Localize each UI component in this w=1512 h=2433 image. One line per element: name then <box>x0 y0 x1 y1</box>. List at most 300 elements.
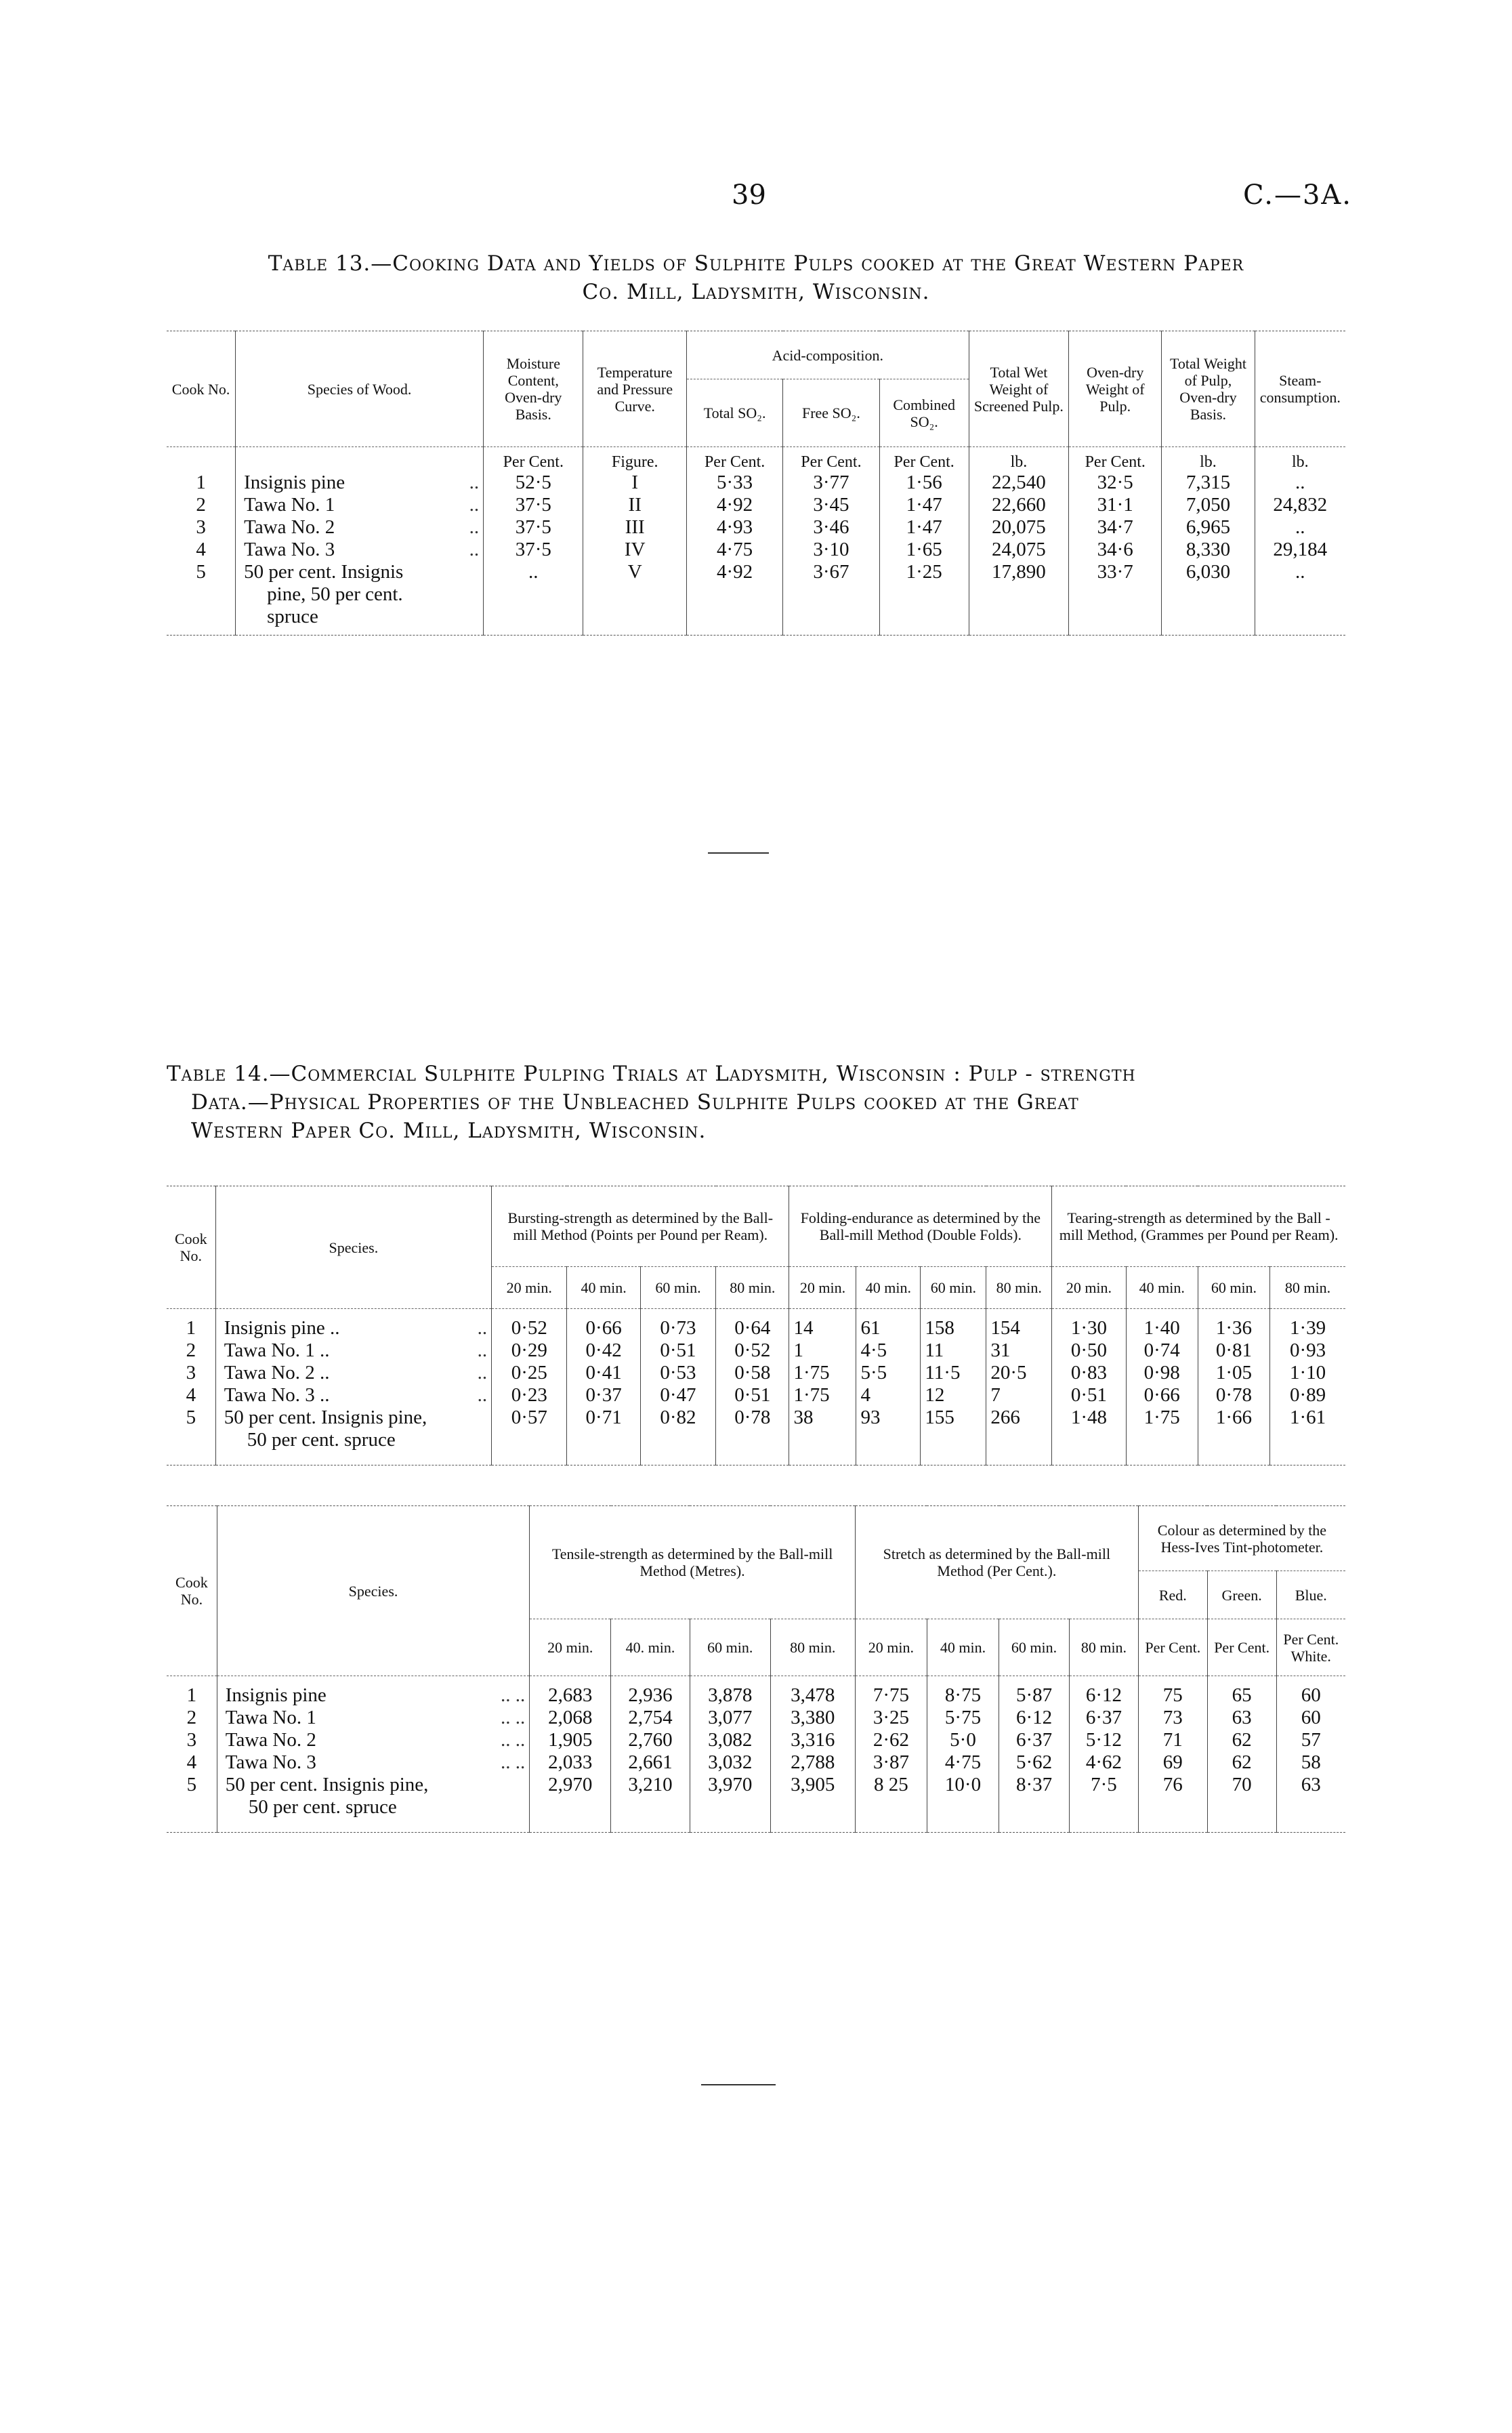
tensile-cell: 3,478 <box>770 1684 855 1707</box>
table-row <box>167 494 1345 516</box>
species-cell <box>217 1774 530 1818</box>
table13-body <box>167 447 1345 636</box>
oven-dry-header: Oven-dry Weight of Pulp. <box>1069 331 1162 447</box>
moisture-cell: .. <box>484 561 583 628</box>
species-name: Tawa No. 3 <box>225 1751 316 1773</box>
green-cell: 62 <box>1207 1751 1276 1774</box>
table-row <box>167 539 1345 561</box>
species-line <box>224 1362 487 1384</box>
blue-cell: 58 <box>1276 1751 1345 1774</box>
species-cell <box>215 1384 491 1407</box>
species-line <box>244 494 479 516</box>
unit-cell: lb. <box>969 447 1068 472</box>
species-name: Insignis pine .. <box>224 1317 340 1339</box>
table14-title-line1: Table 14.—Commercial Sulphite Pulping Trials at Ladysmith, Wisconsin : Pulp - strength <box>167 1062 1136 1086</box>
burst-cell: 0·53 <box>640 1362 715 1384</box>
tensile-cell: 3,032 <box>690 1751 770 1774</box>
total-wet-header: Total Wet Weight of Screened Pulp. <box>969 331 1068 447</box>
total-so2-cell: 4·75 <box>686 539 782 561</box>
curve-cell: V <box>583 561 686 628</box>
fold-cell: 61 <box>856 1317 921 1339</box>
leader-dots: .. <box>477 1362 488 1384</box>
time-header: 80 min. <box>1270 1267 1345 1309</box>
total-weight-cell: 7,315 <box>1162 472 1255 494</box>
species-name: Tawa No. 2 <box>225 1729 316 1751</box>
stretch-cell: 3·25 <box>855 1707 927 1729</box>
species-line <box>244 516 479 539</box>
stretch-cell: 6·37 <box>1070 1707 1139 1729</box>
free-so2-cell: 3·46 <box>783 516 879 539</box>
tear-cell: 0·89 <box>1270 1384 1345 1407</box>
unit-cell: lb. <box>1255 447 1345 472</box>
cook-no-cell: 2 <box>186 1339 196 1361</box>
stretch-cell: 6·12 <box>1070 1684 1139 1707</box>
species-line <box>224 1339 487 1362</box>
species-line <box>244 561 479 583</box>
table13-title <box>167 249 1345 306</box>
tearing-header: Tearing-strength as determined by the Ball - mill Method, (Grammes per Pound per Ream). <box>1052 1186 1345 1267</box>
table-row <box>167 1751 1345 1774</box>
species-line <box>224 1384 487 1407</box>
stretch-cell: 5·62 <box>999 1751 1070 1774</box>
fold-cell: 1 <box>789 1339 856 1362</box>
acid-composition-header: Acid-composition. <box>686 331 969 379</box>
cook-no-cell: 1 <box>186 1317 196 1339</box>
stretch-cell: 10·0 <box>927 1774 999 1818</box>
red-cell: 73 <box>1138 1707 1207 1729</box>
species-continuation: pine, 50 per cent. <box>267 583 403 605</box>
burst-cell: 0·52 <box>716 1339 789 1362</box>
cook-no-cell: 1 <box>196 472 206 493</box>
species-continuation: 50 per cent. spruce <box>248 1796 397 1818</box>
species-name: Tawa No. 3 <box>244 539 335 560</box>
stretch-cell: 5·12 <box>1070 1729 1139 1751</box>
species-line <box>226 1707 526 1729</box>
tear-cell: 1·61 <box>1270 1407 1345 1451</box>
species-name: Tawa No. 1 <box>225 1707 316 1728</box>
species-line <box>224 1407 487 1429</box>
stretch-cell: 7·75 <box>855 1684 927 1707</box>
cook-no-cell: 4 <box>186 1384 196 1406</box>
tensile-cell: 1,905 <box>530 1729 611 1751</box>
species-cell <box>215 1362 491 1384</box>
table14-title-line2: Data.—Physical Properties of the Unbleached Sulphite Pulps cooked at the Great <box>191 1090 1079 1115</box>
table-row <box>167 1339 1345 1362</box>
green-unit-header: Per Cent. <box>1207 1619 1276 1676</box>
burst-cell: 0·64 <box>716 1317 789 1339</box>
leader-dots: .. <box>477 1317 488 1339</box>
time-header: 40 min. <box>856 1267 921 1309</box>
burst-cell: 0·73 <box>640 1317 715 1339</box>
wet-weight-cell: 22,660 <box>969 494 1068 516</box>
stretch-cell: 8·75 <box>927 1684 999 1707</box>
stretch-cell: 5·0 <box>927 1729 999 1751</box>
oven-dry-cell: 31·1 <box>1069 494 1162 516</box>
time-header: 60 min. <box>690 1619 770 1676</box>
cook-no-cell: 5 <box>186 1774 197 1795</box>
species-cell <box>215 1339 491 1362</box>
burst-cell: 0·23 <box>492 1384 567 1407</box>
colour-header: Colour as determined by the Hess-Ives Tint-photometer. <box>1138 1506 1345 1571</box>
tear-cell: 0·74 <box>1126 1339 1198 1362</box>
fold-cell: 12 <box>921 1384 986 1407</box>
curve-cell: III <box>583 516 686 539</box>
total-weight-cell: 8,330 <box>1162 539 1255 561</box>
species-name: Tawa No. 1 <box>244 494 335 516</box>
tear-cell: 1·05 <box>1198 1362 1269 1384</box>
time-header: 60 min. <box>921 1267 986 1309</box>
steam-cell: 24,832 <box>1255 494 1345 516</box>
time-header: 80 min. <box>716 1267 789 1309</box>
tensile-cell: 3,905 <box>770 1774 855 1818</box>
species-name: Tawa No. 1 .. <box>224 1339 330 1361</box>
tear-cell: 1·39 <box>1270 1317 1345 1339</box>
steam-cell: .. <box>1255 472 1345 494</box>
table13-title-line1: Table 13.—Cooking Data and Yields of Sulphite Pulps cooked at the Great Western Paper <box>268 251 1244 276</box>
tear-cell: 0·50 <box>1052 1339 1126 1362</box>
fold-cell: 38 <box>789 1407 856 1451</box>
tensile-cell: 3,210 <box>611 1774 690 1818</box>
moisture-cell: 52·5 <box>484 472 583 494</box>
species-name: Tawa No. 3 .. <box>224 1384 330 1406</box>
steam-header: Steam-consumption. <box>1255 331 1345 447</box>
tensile-cell: 2,683 <box>530 1684 611 1707</box>
cook-no-cell: 5 <box>196 561 206 583</box>
cook-no-cell: 3 <box>186 1729 197 1751</box>
fold-cell: 14 <box>789 1317 856 1339</box>
species-continuation: 50 per cent. spruce <box>247 1429 396 1451</box>
fold-cell: 11 <box>921 1339 986 1362</box>
table-row <box>167 1407 1345 1451</box>
cook-no-cell: 2 <box>186 1707 197 1728</box>
tensile-cell: 2,033 <box>530 1751 611 1774</box>
fold-cell: 4·5 <box>856 1339 921 1362</box>
species-name: Insignis pine <box>244 472 345 493</box>
tear-cell: 1·66 <box>1198 1407 1269 1451</box>
time-header: 60 min. <box>640 1267 715 1309</box>
free-so2-cell: 3·67 <box>783 561 879 628</box>
stretch-cell: 6·37 <box>999 1729 1070 1751</box>
burst-cell: 0·29 <box>492 1339 567 1362</box>
time-header: 40 min. <box>567 1267 640 1309</box>
fold-cell: 5·5 <box>856 1362 921 1384</box>
temperature-header: Temperature and Pressure Curve. <box>583 331 686 447</box>
wet-weight-cell: 20,075 <box>969 516 1068 539</box>
combined-so2-cell: 1·65 <box>879 539 969 561</box>
page-number: 39 <box>732 180 766 211</box>
time-header: 20 min. <box>855 1619 927 1676</box>
cook-no-cell: 3 <box>196 516 206 538</box>
species-name: Tawa No. 2 .. <box>224 1362 330 1384</box>
tear-cell: 1·75 <box>1126 1407 1198 1451</box>
species-cell <box>217 1751 530 1774</box>
fold-cell: 31 <box>986 1339 1052 1362</box>
curve-cell: II <box>583 494 686 516</box>
table-row <box>167 1384 1345 1407</box>
table-row <box>167 516 1345 539</box>
total-weight-header: Total Weight of Pulp, Oven-dry Basis. <box>1162 331 1255 447</box>
species-cell <box>236 472 484 494</box>
cook-no-cell: 4 <box>186 1751 197 1773</box>
species-cell <box>217 1707 530 1729</box>
bursting-header: Bursting-strength as determined by the Ball-mill Method (Points per Pound per Ream). <box>492 1186 789 1267</box>
cook-no-header: Cook No. <box>167 331 236 447</box>
oven-dry-cell: 32·5 <box>1069 472 1162 494</box>
wet-weight-cell: 22,540 <box>969 472 1068 494</box>
blue-cell: 60 <box>1276 1707 1345 1729</box>
burst-cell: 0·51 <box>640 1339 715 1362</box>
species-line <box>226 1751 526 1774</box>
stretch-cell: 2·62 <box>855 1729 927 1751</box>
green-cell: 65 <box>1207 1684 1276 1707</box>
tensile-cell: 2,754 <box>611 1707 690 1729</box>
species-cell <box>217 1729 530 1751</box>
green-cell: 63 <box>1207 1707 1276 1729</box>
table13 <box>167 331 1345 636</box>
unit-cell: Figure. <box>583 447 686 472</box>
units-row <box>167 447 1345 472</box>
fold-cell: 1·75 <box>789 1384 856 1407</box>
oven-dry-cell: 34·7 <box>1069 516 1162 539</box>
free-so2-cell: 3·77 <box>783 472 879 494</box>
leader-dots: .. .. <box>501 1729 526 1751</box>
page-reference: C.—3A. <box>1243 180 1352 211</box>
moisture-cell: 37·5 <box>484 516 583 539</box>
tear-cell: 0·93 <box>1270 1339 1345 1362</box>
table-row <box>167 1707 1345 1729</box>
leader-dots: .. <box>469 472 480 493</box>
burst-cell: 0·51 <box>716 1384 789 1407</box>
cook-no-header: Cook No. <box>167 1506 217 1676</box>
time-header: 80 min. <box>986 1267 1052 1309</box>
tensile-cell: 2,661 <box>611 1751 690 1774</box>
burst-cell: 0·78 <box>716 1407 789 1451</box>
table14-part-b-body <box>167 1676 1345 1833</box>
species-name: 50 per cent. Insignis <box>244 561 404 583</box>
fold-cell: 11·5 <box>921 1362 986 1384</box>
stretch-cell: 7·5 <box>1070 1774 1139 1818</box>
species-line <box>244 472 479 494</box>
steam-cell: 29,184 <box>1255 539 1345 561</box>
leader-dots: .. <box>469 516 480 538</box>
combined-so2-cell: 1·25 <box>879 561 969 628</box>
red-cell: 76 <box>1138 1774 1207 1818</box>
species-cell <box>236 561 484 628</box>
tear-cell: 0·83 <box>1052 1362 1126 1384</box>
burst-cell: 0·41 <box>567 1362 640 1384</box>
species-name: Insignis pine <box>225 1684 327 1706</box>
separator-rule <box>701 2084 776 2085</box>
time-header: 60 min. <box>1198 1267 1269 1309</box>
tear-cell: 0·81 <box>1198 1339 1269 1362</box>
species-header: Species of Wood. <box>236 331 484 447</box>
red-cell: 75 <box>1138 1684 1207 1707</box>
tensile-cell: 3,082 <box>690 1729 770 1751</box>
oven-dry-cell: 33·7 <box>1069 561 1162 628</box>
table-row <box>167 1684 1345 1707</box>
blue-cell: 57 <box>1276 1729 1345 1751</box>
table14-part-a-body <box>167 1309 1345 1465</box>
fold-cell: 158 <box>921 1317 986 1339</box>
stretch-header: Stretch as determined by the Ball-mill Method (Per Cent.). <box>855 1506 1138 1619</box>
species-line <box>226 1684 526 1707</box>
species-name: Tawa No. 2 <box>244 516 335 538</box>
table-row <box>167 1362 1345 1384</box>
burst-cell: 0·66 <box>567 1317 640 1339</box>
burst-cell: 0·57 <box>492 1407 567 1451</box>
unit-cell: Per Cent. <box>879 447 969 472</box>
burst-cell: 0·47 <box>640 1384 715 1407</box>
species-cell <box>217 1684 530 1707</box>
moisture-header: Moisture Content, Oven-dry Basis. <box>484 331 583 447</box>
fold-cell: 1·75 <box>789 1362 856 1384</box>
free-so2-cell: 3·45 <box>783 494 879 516</box>
tear-cell: 0·66 <box>1126 1384 1198 1407</box>
stretch-cell: 3·87 <box>855 1751 927 1774</box>
burst-cell: 0·37 <box>567 1384 640 1407</box>
species-name: 50 per cent. Insignis pine, <box>225 1774 429 1795</box>
species-cell <box>236 494 484 516</box>
table-row <box>167 1317 1345 1339</box>
table-row <box>167 1774 1345 1818</box>
stretch-cell: 6·12 <box>999 1707 1070 1729</box>
moisture-cell: 37·5 <box>484 539 583 561</box>
cook-no-cell: 2 <box>196 494 206 516</box>
time-header: 80 min. <box>1070 1619 1139 1676</box>
blue-header: Blue. <box>1276 1571 1345 1619</box>
species-cell <box>215 1317 491 1339</box>
time-header: 40. min. <box>611 1619 690 1676</box>
time-header: 80 min. <box>770 1619 855 1676</box>
total-so2-cell: 4·93 <box>686 516 782 539</box>
leader-dots: .. <box>469 494 480 516</box>
species-line <box>226 1774 526 1796</box>
table-row <box>167 561 1345 628</box>
wet-weight-cell: 24,075 <box>969 539 1068 561</box>
fold-cell: 266 <box>986 1407 1052 1451</box>
total-so2-cell: 5·33 <box>686 472 782 494</box>
species-line <box>244 539 479 561</box>
burst-cell: 0·58 <box>716 1362 789 1384</box>
time-header: 40 min. <box>927 1619 999 1676</box>
unit-cell: Per Cent. <box>484 447 583 472</box>
cook-no-cell: 4 <box>196 539 206 560</box>
time-header: 20 min. <box>1052 1267 1126 1309</box>
cook-no-header: Cook No. <box>167 1186 215 1309</box>
tear-cell: 1·40 <box>1126 1317 1198 1339</box>
time-header: 20 min. <box>492 1267 567 1309</box>
unit-cell: lb. <box>1162 447 1255 472</box>
fold-cell: 4 <box>856 1384 921 1407</box>
cook-no-cell: 1 <box>186 1684 197 1706</box>
stretch-cell: 8 25 <box>855 1774 927 1818</box>
stretch-cell: 5·75 <box>927 1707 999 1729</box>
oven-dry-cell: 34·6 <box>1069 539 1162 561</box>
green-header: Green. <box>1207 1571 1276 1619</box>
table-row <box>167 1729 1345 1751</box>
tensile-cell: 2,936 <box>611 1684 690 1707</box>
red-cell: 71 <box>1138 1729 1207 1751</box>
leader-dots: .. <box>469 539 480 560</box>
fold-cell: 20·5 <box>986 1362 1052 1384</box>
species-cell <box>215 1407 491 1451</box>
green-cell: 70 <box>1207 1774 1276 1818</box>
species-cell <box>236 516 484 539</box>
table14-title-line3: Western Paper Co. Mill, Ladysmith, Wisconsin. <box>191 1119 707 1143</box>
cook-no-cell: 3 <box>186 1362 196 1384</box>
fold-cell: 154 <box>986 1317 1052 1339</box>
cook-no-cell: 5 <box>186 1407 196 1428</box>
green-cell: 62 <box>1207 1729 1276 1751</box>
burst-cell: 0·71 <box>567 1407 640 1451</box>
tensile-cell: 2,760 <box>611 1729 690 1751</box>
total-so2-cell: 4·92 <box>686 494 782 516</box>
fold-cell: 7 <box>986 1384 1052 1407</box>
unit-cell: Per Cent. <box>783 447 879 472</box>
tear-cell: 1·30 <box>1052 1317 1126 1339</box>
species-cell <box>236 539 484 561</box>
time-header: 40 min. <box>1126 1267 1198 1309</box>
total-weight-cell: 7,050 <box>1162 494 1255 516</box>
species-line <box>224 1317 487 1339</box>
leader-dots: .. .. <box>501 1751 526 1773</box>
stretch-cell: 4·75 <box>927 1751 999 1774</box>
combined-so2-header: Combined SO₂. <box>879 379 969 447</box>
time-header: 20 min. <box>789 1267 856 1309</box>
curve-cell: I <box>583 472 686 494</box>
leader-dots: .. .. <box>501 1684 526 1706</box>
folding-header: Folding-endurance as determined by the Ball-mill Method (Double Folds). <box>789 1186 1052 1267</box>
tensile-header: Tensile-strength as determined by the Ball-mill Method (Metres). <box>530 1506 856 1619</box>
tensile-cell: 2,788 <box>770 1751 855 1774</box>
fold-cell: 155 <box>921 1407 986 1451</box>
tear-cell: 0·78 <box>1198 1384 1269 1407</box>
fold-cell: 93 <box>856 1407 921 1451</box>
stretch-cell: 4·62 <box>1070 1751 1139 1774</box>
combined-so2-cell: 1·47 <box>879 494 969 516</box>
tear-cell: 1·36 <box>1198 1317 1269 1339</box>
species-continuation: spruce <box>267 606 318 627</box>
blue-unit-header: Per Cent. White. <box>1276 1619 1345 1676</box>
separator-rule <box>708 852 769 854</box>
species-header: Species. <box>217 1506 530 1676</box>
time-header: 20 min. <box>530 1619 611 1676</box>
red-unit-header: Per Cent. <box>1138 1619 1207 1676</box>
tensile-cell: 3,380 <box>770 1707 855 1729</box>
table13-title-line2: Co. Mill, Ladysmith, Wisconsin. <box>582 280 930 304</box>
moisture-cell: 37·5 <box>484 494 583 516</box>
free-so2-header: Free SO₂. <box>783 379 879 447</box>
total-so2-cell: 4·92 <box>686 561 782 628</box>
burst-cell: 0·25 <box>492 1362 567 1384</box>
tensile-cell: 2,068 <box>530 1707 611 1729</box>
combined-so2-cell: 1·56 <box>879 472 969 494</box>
species-header: Species. <box>215 1186 491 1309</box>
total-weight-cell: 6,965 <box>1162 516 1255 539</box>
leader-dots: .. <box>477 1384 488 1406</box>
steam-cell: .. <box>1255 516 1345 539</box>
steam-cell: .. <box>1255 561 1345 628</box>
free-so2-cell: 3·10 <box>783 539 879 561</box>
time-header: 60 min. <box>999 1619 1070 1676</box>
stretch-cell: 8·37 <box>999 1774 1070 1818</box>
tensile-cell: 3,077 <box>690 1707 770 1729</box>
combined-so2-cell: 1·47 <box>879 516 969 539</box>
table14-title <box>167 1060 1345 1145</box>
unit-cell: Per Cent. <box>686 447 782 472</box>
leader-dots: .. .. <box>501 1707 526 1728</box>
tensile-cell: 2,970 <box>530 1774 611 1818</box>
